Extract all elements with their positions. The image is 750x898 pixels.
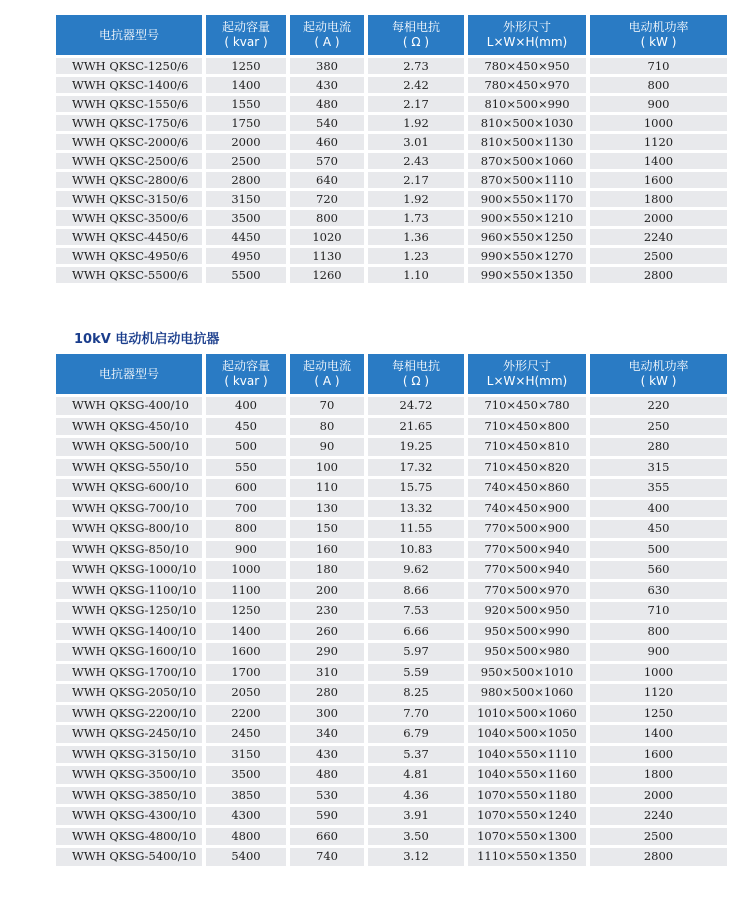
model-cell: WWH QKSG-5400/10 bbox=[56, 848, 202, 866]
model-cell: WWH QKSG-1700/10 bbox=[56, 664, 202, 682]
model-cell: WWH QKSC-1550/6 bbox=[56, 96, 202, 112]
model-cell: WWH QKSG-850/10 bbox=[56, 541, 202, 559]
value-cell: 960×550×1250 bbox=[468, 229, 586, 245]
column-header bbox=[206, 15, 286, 55]
value-cell: 710 bbox=[590, 602, 727, 620]
value-cell: 540 bbox=[290, 115, 364, 131]
value-cell: 17.32 bbox=[368, 459, 464, 477]
value-cell: 1000 bbox=[590, 664, 727, 682]
value-cell: 2.42 bbox=[368, 77, 464, 93]
value-cell: 710 bbox=[590, 58, 727, 74]
model-cell: WWH QKSC-4950/6 bbox=[56, 248, 202, 264]
model-cell: WWH QKSC-1400/6 bbox=[56, 77, 202, 93]
header-line1: 起动容量 bbox=[221, 359, 270, 373]
value-cell: 24.72 bbox=[368, 397, 464, 415]
model-cell: WWH QKSG-1400/10 bbox=[56, 623, 202, 641]
model-cell: WWH QKSG-4300/10 bbox=[56, 807, 202, 825]
value-cell: 300 bbox=[290, 705, 364, 723]
model-cell: WWH QKSC-2000/6 bbox=[56, 134, 202, 150]
value-cell: 4800 bbox=[206, 828, 286, 846]
table-row bbox=[56, 520, 727, 538]
value-cell: 5.59 bbox=[368, 664, 464, 682]
table-row bbox=[56, 172, 727, 188]
value-cell: 4300 bbox=[206, 807, 286, 825]
model-cell: WWH QKSG-4800/10 bbox=[56, 828, 202, 846]
section-title: 10kV 电动机启动电抗器 bbox=[74, 332, 220, 347]
header-line1: 电抗器型号 bbox=[98, 366, 159, 381]
model-cell: WWH QKSC-5500/6 bbox=[56, 267, 202, 283]
value-cell: 870×500×1060 bbox=[468, 153, 586, 169]
value-cell: 450 bbox=[206, 418, 286, 436]
value-cell: 710×450×780 bbox=[468, 397, 586, 415]
value-cell: 1800 bbox=[590, 766, 727, 784]
value-cell: 250 bbox=[590, 418, 727, 436]
value-cell: 900 bbox=[590, 96, 727, 112]
value-cell: 1070×550×1240 bbox=[468, 807, 586, 825]
value-cell: 100 bbox=[290, 459, 364, 477]
table-row bbox=[56, 766, 727, 784]
value-cell: 990×550×1350 bbox=[468, 267, 586, 283]
value-cell: 3500 bbox=[206, 210, 286, 226]
model-cell: WWH QKSG-1000/10 bbox=[56, 561, 202, 579]
table-row bbox=[56, 787, 727, 805]
value-cell: 2200 bbox=[206, 705, 286, 723]
value-cell: 950×500×1010 bbox=[468, 664, 586, 682]
value-cell: 6.79 bbox=[368, 725, 464, 743]
table-row bbox=[56, 77, 727, 93]
value-cell: 5400 bbox=[206, 848, 286, 866]
value-cell: 2800 bbox=[590, 267, 727, 283]
value-cell: 1250 bbox=[206, 602, 286, 620]
value-cell: 2800 bbox=[206, 172, 286, 188]
table-row bbox=[56, 561, 727, 579]
value-cell: 530 bbox=[290, 787, 364, 805]
value-cell: 15.75 bbox=[368, 479, 464, 497]
value-cell: 21.65 bbox=[368, 418, 464, 436]
value-cell: 500 bbox=[590, 541, 727, 559]
value-cell: 1700 bbox=[206, 664, 286, 682]
table-row bbox=[56, 807, 727, 825]
value-cell: 8.25 bbox=[368, 684, 464, 702]
header-line2: ( Ω ) bbox=[402, 35, 430, 49]
header-line1: 每相电抗 bbox=[391, 359, 440, 373]
value-cell: 280 bbox=[590, 438, 727, 456]
table-body bbox=[56, 397, 727, 866]
value-cell: 3150 bbox=[206, 191, 286, 207]
value-cell: 2.73 bbox=[368, 58, 464, 74]
value-cell: 810×500×1030 bbox=[468, 115, 586, 131]
value-cell: 1000 bbox=[590, 115, 727, 131]
value-cell: 1.10 bbox=[368, 267, 464, 283]
table-row bbox=[56, 459, 727, 477]
value-cell: 4450 bbox=[206, 229, 286, 245]
model-cell: WWH QKSC-1750/6 bbox=[56, 115, 202, 131]
value-cell: 570 bbox=[290, 153, 364, 169]
value-cell: 2240 bbox=[590, 807, 727, 825]
value-cell: 1010×500×1060 bbox=[468, 705, 586, 723]
value-cell: 1120 bbox=[590, 134, 727, 150]
model-cell: WWH QKSC-3500/6 bbox=[56, 210, 202, 226]
value-cell: 1120 bbox=[590, 684, 727, 702]
table-row bbox=[56, 602, 727, 620]
value-cell: 1400 bbox=[206, 77, 286, 93]
value-cell: 950×500×980 bbox=[468, 643, 586, 661]
value-cell: 900 bbox=[206, 541, 286, 559]
column-header bbox=[206, 354, 286, 394]
value-cell: 310 bbox=[290, 664, 364, 682]
value-cell: 230 bbox=[290, 602, 364, 620]
value-cell: 220 bbox=[590, 397, 727, 415]
value-cell: 1400 bbox=[590, 153, 727, 169]
reactor-table-10kv bbox=[52, 351, 731, 869]
model-cell: WWH QKSG-2450/10 bbox=[56, 725, 202, 743]
model-cell: WWH QKSG-600/10 bbox=[56, 479, 202, 497]
table-row bbox=[56, 191, 727, 207]
header-line1: 起动电流 bbox=[302, 20, 351, 34]
table-row bbox=[56, 705, 727, 723]
value-cell: 900×550×1210 bbox=[468, 210, 586, 226]
column-header bbox=[290, 354, 364, 394]
value-cell: 800 bbox=[206, 520, 286, 538]
value-cell: 380 bbox=[290, 58, 364, 74]
value-cell: 4.36 bbox=[368, 787, 464, 805]
value-cell: 1550 bbox=[206, 96, 286, 112]
value-cell: 5.97 bbox=[368, 643, 464, 661]
value-cell: 1400 bbox=[206, 623, 286, 641]
value-cell: 2000 bbox=[590, 210, 727, 226]
table-row bbox=[56, 115, 727, 131]
value-cell: 2500 bbox=[590, 828, 727, 846]
table-body bbox=[56, 58, 727, 283]
value-cell: 110 bbox=[290, 479, 364, 497]
table-row bbox=[56, 418, 727, 436]
table-row bbox=[56, 746, 727, 764]
value-cell: 13.32 bbox=[368, 500, 464, 518]
value-cell: 3500 bbox=[206, 766, 286, 784]
value-cell: 660 bbox=[290, 828, 364, 846]
value-cell: 1750 bbox=[206, 115, 286, 131]
value-cell: 3.01 bbox=[368, 134, 464, 150]
value-cell: 10.83 bbox=[368, 541, 464, 559]
value-cell: 780×450×950 bbox=[468, 58, 586, 74]
header-line1: 电动机功率 bbox=[628, 359, 689, 373]
model-cell: WWH QKSC-2500/6 bbox=[56, 153, 202, 169]
value-cell: 150 bbox=[290, 520, 364, 538]
header-line1: 电动机功率 bbox=[628, 20, 689, 34]
model-cell: WWH QKSG-3150/10 bbox=[56, 746, 202, 764]
model-cell: WWH QKSG-800/10 bbox=[56, 520, 202, 538]
value-cell: 4.81 bbox=[368, 766, 464, 784]
value-cell: 900 bbox=[590, 643, 727, 661]
value-cell: 1110×550×1350 bbox=[468, 848, 586, 866]
value-cell: 11.55 bbox=[368, 520, 464, 538]
table-row bbox=[56, 229, 727, 245]
value-cell: 770×500×940 bbox=[468, 541, 586, 559]
column-header bbox=[368, 354, 464, 394]
value-cell: 2000 bbox=[206, 134, 286, 150]
value-cell: 900×550×1170 bbox=[468, 191, 586, 207]
value-cell: 1600 bbox=[206, 643, 286, 661]
header-line2: ( kvar ) bbox=[224, 374, 268, 388]
value-cell: 980×500×1060 bbox=[468, 684, 586, 702]
value-cell: 870×500×1110 bbox=[468, 172, 586, 188]
value-cell: 355 bbox=[590, 479, 727, 497]
header-line2: ( kvar ) bbox=[224, 35, 268, 49]
value-cell: 7.70 bbox=[368, 705, 464, 723]
value-cell: 770×500×940 bbox=[468, 561, 586, 579]
table-row bbox=[56, 848, 727, 866]
model-cell: WWH QKSC-3150/6 bbox=[56, 191, 202, 207]
value-cell: 810×500×1130 bbox=[468, 134, 586, 150]
value-cell: 1020 bbox=[290, 229, 364, 245]
table-row bbox=[56, 541, 727, 559]
header-line2: ( Ω ) bbox=[402, 374, 430, 388]
model-cell: WWH QKSG-550/10 bbox=[56, 459, 202, 477]
value-cell: 290 bbox=[290, 643, 364, 661]
table-row bbox=[56, 58, 727, 74]
value-cell: 640 bbox=[290, 172, 364, 188]
value-cell: 480 bbox=[290, 96, 364, 112]
value-cell: 130 bbox=[290, 500, 364, 518]
value-cell: 90 bbox=[290, 438, 364, 456]
value-cell: 430 bbox=[290, 77, 364, 93]
value-cell: 1040×500×1050 bbox=[468, 725, 586, 743]
value-cell: 8.66 bbox=[368, 582, 464, 600]
value-cell: 460 bbox=[290, 134, 364, 150]
value-cell: 1600 bbox=[590, 746, 727, 764]
value-cell: 160 bbox=[290, 541, 364, 559]
value-cell: 2800 bbox=[590, 848, 727, 866]
value-cell: 630 bbox=[590, 582, 727, 600]
value-cell: 990×550×1270 bbox=[468, 248, 586, 264]
table-row bbox=[56, 397, 727, 415]
table-row bbox=[56, 623, 727, 641]
header-line2: L×W×H(mm) bbox=[486, 35, 568, 49]
value-cell: 5.37 bbox=[368, 746, 464, 764]
value-cell: 9.62 bbox=[368, 561, 464, 579]
value-cell: 1070×550×1180 bbox=[468, 787, 586, 805]
table-row bbox=[56, 725, 727, 743]
column-header bbox=[590, 15, 727, 55]
value-cell: 700 bbox=[206, 500, 286, 518]
value-cell: 19.25 bbox=[368, 438, 464, 456]
value-cell: 1.73 bbox=[368, 210, 464, 226]
value-cell: 3.91 bbox=[368, 807, 464, 825]
value-cell: 1040×550×1160 bbox=[468, 766, 586, 784]
column-header bbox=[368, 15, 464, 55]
value-cell: 70 bbox=[290, 397, 364, 415]
value-cell: 780×450×970 bbox=[468, 77, 586, 93]
column-header bbox=[468, 15, 586, 55]
value-cell: 1130 bbox=[290, 248, 364, 264]
value-cell: 1100 bbox=[206, 582, 286, 600]
value-cell: 770×500×900 bbox=[468, 520, 586, 538]
model-cell: WWH QKSG-2200/10 bbox=[56, 705, 202, 723]
value-cell: 920×500×950 bbox=[468, 602, 586, 620]
table-row bbox=[56, 153, 727, 169]
value-cell: 740 bbox=[290, 848, 364, 866]
value-cell: 400 bbox=[206, 397, 286, 415]
header-row bbox=[56, 354, 727, 394]
table-row bbox=[56, 96, 727, 112]
header-line2: ( kW ) bbox=[640, 374, 677, 388]
value-cell: 3.12 bbox=[368, 848, 464, 866]
value-cell: 2.17 bbox=[368, 172, 464, 188]
value-cell: 430 bbox=[290, 746, 364, 764]
value-cell: 740×450×900 bbox=[468, 500, 586, 518]
header-line1: 起动电流 bbox=[302, 359, 351, 373]
model-cell: WWH QKSG-400/10 bbox=[56, 397, 202, 415]
value-cell: 2500 bbox=[590, 248, 727, 264]
value-cell: 1260 bbox=[290, 267, 364, 283]
header-line2: ( A ) bbox=[314, 374, 340, 388]
value-cell: 200 bbox=[290, 582, 364, 600]
model-cell: WWH QKSG-1600/10 bbox=[56, 643, 202, 661]
value-cell: 4950 bbox=[206, 248, 286, 264]
value-cell: 450 bbox=[590, 520, 727, 538]
value-cell: 770×500×970 bbox=[468, 582, 586, 600]
header-row bbox=[56, 15, 727, 55]
value-cell: 3.50 bbox=[368, 828, 464, 846]
header-line2: ( A ) bbox=[314, 35, 340, 49]
value-cell: 80 bbox=[290, 418, 364, 436]
value-cell: 800 bbox=[290, 210, 364, 226]
header-line1: 电抗器型号 bbox=[98, 27, 159, 42]
header-line1: 起动容量 bbox=[221, 20, 270, 34]
model-cell: WWH QKSC-2800/6 bbox=[56, 172, 202, 188]
value-cell: 260 bbox=[290, 623, 364, 641]
header-line2: L×W×H(mm) bbox=[486, 374, 568, 388]
value-cell: 280 bbox=[290, 684, 364, 702]
value-cell: 740×450×860 bbox=[468, 479, 586, 497]
table-row bbox=[56, 500, 727, 518]
value-cell: 2450 bbox=[206, 725, 286, 743]
value-cell: 2.17 bbox=[368, 96, 464, 112]
table-row bbox=[56, 438, 727, 456]
value-cell: 560 bbox=[590, 561, 727, 579]
value-cell: 1070×550×1300 bbox=[468, 828, 586, 846]
model-cell: WWH QKSG-1100/10 bbox=[56, 582, 202, 600]
value-cell: 710×450×820 bbox=[468, 459, 586, 477]
table-row bbox=[56, 684, 727, 702]
value-cell: 1400 bbox=[590, 725, 727, 743]
value-cell: 1.92 bbox=[368, 115, 464, 131]
table-row bbox=[56, 479, 727, 497]
value-cell: 1600 bbox=[590, 172, 727, 188]
value-cell: 3850 bbox=[206, 787, 286, 805]
table-row bbox=[56, 664, 727, 682]
column-header bbox=[590, 354, 727, 394]
value-cell: 720 bbox=[290, 191, 364, 207]
value-cell: 710×450×810 bbox=[468, 438, 586, 456]
header-line2: ( kW ) bbox=[640, 35, 677, 49]
model-cell: WWH QKSG-1250/10 bbox=[56, 602, 202, 620]
table-row bbox=[56, 828, 727, 846]
model-cell: WWH QKSG-2050/10 bbox=[56, 684, 202, 702]
value-cell: 710×450×800 bbox=[468, 418, 586, 436]
table-row bbox=[56, 248, 727, 264]
value-cell: 2.43 bbox=[368, 153, 464, 169]
value-cell: 2050 bbox=[206, 684, 286, 702]
value-cell: 1800 bbox=[590, 191, 727, 207]
value-cell: 1.23 bbox=[368, 248, 464, 264]
value-cell: 2500 bbox=[206, 153, 286, 169]
header-line1: 每相电抗 bbox=[391, 20, 440, 34]
value-cell: 800 bbox=[590, 623, 727, 641]
value-cell: 6.66 bbox=[368, 623, 464, 641]
column-header bbox=[56, 354, 202, 394]
value-cell: 2240 bbox=[590, 229, 727, 245]
header-line1: 外形尺寸 bbox=[502, 20, 551, 34]
value-cell: 3150 bbox=[206, 746, 286, 764]
value-cell: 810×500×990 bbox=[468, 96, 586, 112]
reactor-table-6kv bbox=[52, 12, 731, 286]
value-cell: 600 bbox=[206, 479, 286, 497]
model-cell: WWH QKSG-450/10 bbox=[56, 418, 202, 436]
value-cell: 550 bbox=[206, 459, 286, 477]
header-line1: 外形尺寸 bbox=[502, 359, 551, 373]
table-row bbox=[56, 267, 727, 283]
value-cell: 1000 bbox=[206, 561, 286, 579]
model-cell: WWH QKSG-3850/10 bbox=[56, 787, 202, 805]
value-cell: 1250 bbox=[206, 58, 286, 74]
column-header bbox=[468, 354, 586, 394]
value-cell: 800 bbox=[590, 77, 727, 93]
value-cell: 315 bbox=[590, 459, 727, 477]
value-cell: 1.92 bbox=[368, 191, 464, 207]
value-cell: 340 bbox=[290, 725, 364, 743]
value-cell: 1.36 bbox=[368, 229, 464, 245]
value-cell: 500 bbox=[206, 438, 286, 456]
table-row bbox=[56, 643, 727, 661]
value-cell: 2000 bbox=[590, 787, 727, 805]
column-header bbox=[56, 15, 202, 55]
value-cell: 590 bbox=[290, 807, 364, 825]
value-cell: 950×500×990 bbox=[468, 623, 586, 641]
model-cell: WWH QKSG-3500/10 bbox=[56, 766, 202, 784]
value-cell: 180 bbox=[290, 561, 364, 579]
value-cell: 400 bbox=[590, 500, 727, 518]
value-cell: 480 bbox=[290, 766, 364, 784]
column-header bbox=[290, 15, 364, 55]
model-cell: WWH QKSG-500/10 bbox=[56, 438, 202, 456]
value-cell: 1040×550×1110 bbox=[468, 746, 586, 764]
model-cell: WWH QKSC-1250/6 bbox=[56, 58, 202, 74]
table-row bbox=[56, 210, 727, 226]
table-row bbox=[56, 134, 727, 150]
model-cell: WWH QKSC-4450/6 bbox=[56, 229, 202, 245]
table-row bbox=[56, 582, 727, 600]
value-cell: 7.53 bbox=[368, 602, 464, 620]
value-cell: 5500 bbox=[206, 267, 286, 283]
model-cell: WWH QKSG-700/10 bbox=[56, 500, 202, 518]
value-cell: 1250 bbox=[590, 705, 727, 723]
